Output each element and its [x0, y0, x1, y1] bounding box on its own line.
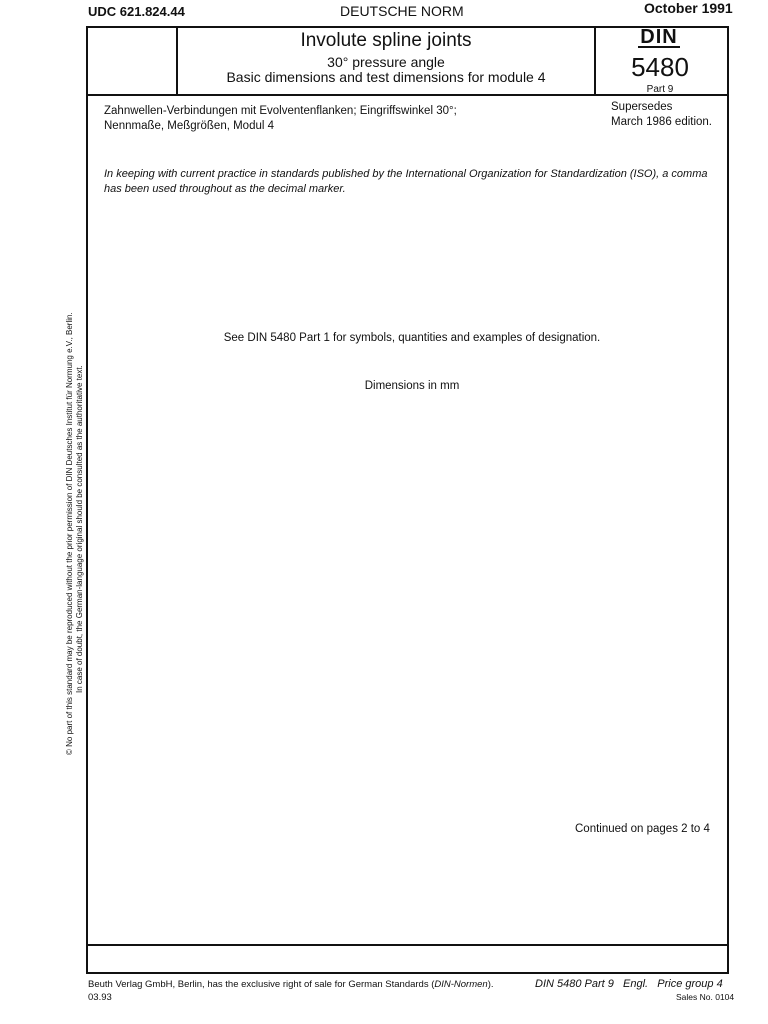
continued-note: Continued on pages 2 to 4 [575, 823, 710, 835]
issue-date: October 1991 [644, 0, 733, 16]
decimal-note-line2: has been used throughout as the decimal marker. [104, 183, 346, 195]
publisher-note [88, 979, 494, 990]
standard-type: DEUTSCHE NORM [340, 3, 464, 19]
sales-number: Sales No. 0104 [676, 992, 735, 1002]
publisher-note-b: DIN-Normen [434, 979, 488, 990]
print-code: 03.93 [88, 992, 112, 1003]
dimensions-note: Dimensions in mm [364, 380, 460, 392]
title-subtitle-angle: 30° pressure angle [327, 54, 445, 70]
publisher-note-a: Beuth Verlag GmbH, Berlin, has the exclusive right of sale for German Standards ( [88, 979, 435, 990]
see-reference-note: See DIN 5480 Part 1 for symbols, quantities and examples of designation. [223, 332, 601, 344]
publisher-note-c: ). [487, 979, 494, 990]
german-title-line1: Zahnwellen-Verbindungen mit Evolventenflanken; Eingriffswinkel 30°; [104, 105, 457, 117]
din-part: Part 9 [646, 84, 674, 95]
din-logo-text: DIN [640, 26, 678, 48]
german-title-line2: Nennmaße, Meßgrößen, Modul 4 [104, 120, 275, 132]
bottom-rule [86, 944, 729, 946]
udc-number: UDC 621.824.44 [88, 4, 185, 19]
din-logo [628, 26, 690, 49]
supersedes-edition: March 1986 edition. [611, 116, 713, 128]
supersedes-label: Supersedes [611, 101, 673, 113]
copyright-line1: © No part of this standard may be reproduced without the prior permission of DIN Deutsches Institut für Normung e.V., Berlin. [65, 312, 74, 755]
document-reference: DIN 5480 Part 9 Engl. Price group 4 [535, 978, 723, 990]
din-number: 5480 [631, 52, 689, 82]
document-title: Involute spline joints [300, 30, 472, 51]
title-subtitle-scope: Basic dimensions and test dimensions for module 4 [226, 69, 546, 85]
decimal-note-line1: In keeping with current practice in standards published by the International Organization for Standardization (ISO), a comma [104, 168, 708, 180]
copyright-line2: In case of doubt, the German-language original should be consulted as the authoritative text. [75, 365, 84, 693]
title-divider-right [594, 26, 596, 96]
